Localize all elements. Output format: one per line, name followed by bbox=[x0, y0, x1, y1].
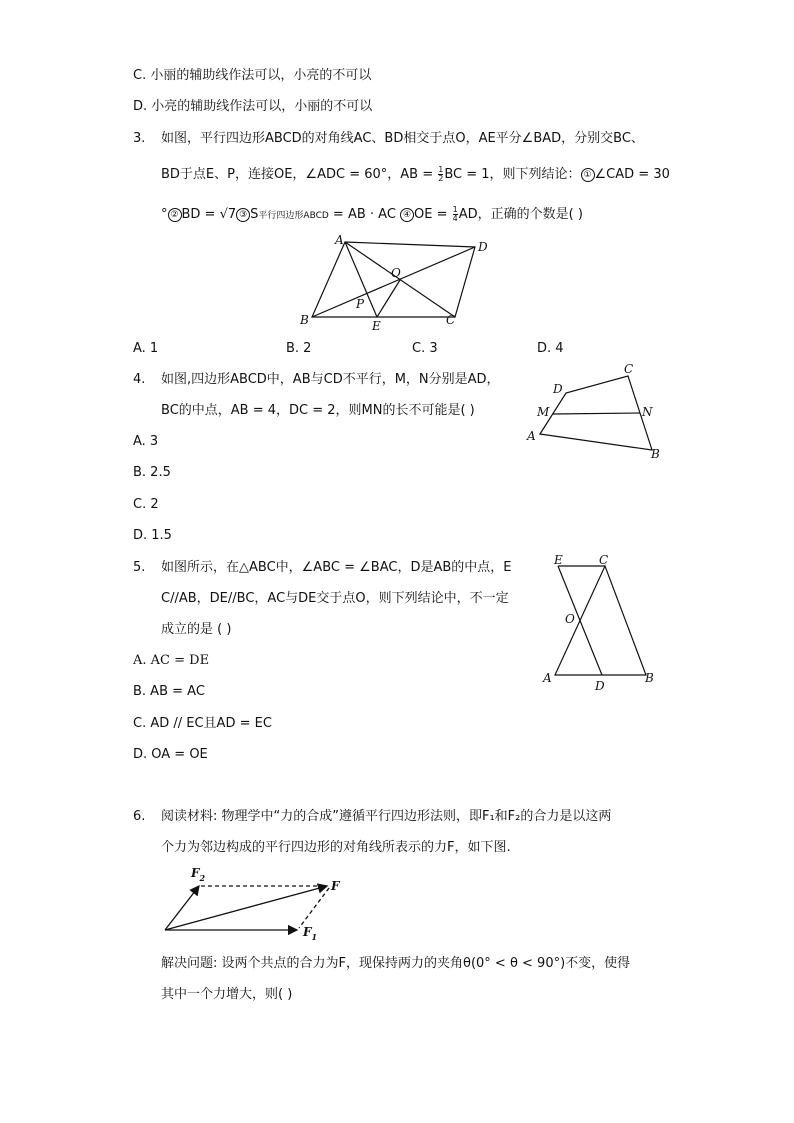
q3-label-e: E bbox=[372, 319, 381, 333]
q4-quadrilateral-figure bbox=[520, 358, 670, 466]
q3-diagonal-bd bbox=[312, 247, 475, 317]
q3-number: 3. bbox=[133, 131, 146, 146]
q3-option-a: A. 1 bbox=[133, 341, 159, 356]
q3-label-c: C bbox=[446, 313, 456, 327]
q3-parallelogram-figure bbox=[290, 232, 500, 337]
q5-option-a: A. AC = DE bbox=[133, 653, 210, 668]
q3-conclusion-3: = AB · AC bbox=[328, 207, 401, 222]
q3-line-1: 如图，平行四边形ABCD的对角线AC、BD相交于点O，AE平分∠BAD，分别交BC、 bbox=[161, 131, 644, 146]
q4-label-b: B bbox=[651, 447, 660, 461]
q5-line-3: 成立的是 ( ) bbox=[161, 622, 232, 637]
q2-option-c: C. 小丽的辅助线作法可以，小亮的不可以 bbox=[133, 68, 372, 83]
q5-line-1: 如图所示，在△ABC中，∠ABC = ∠BAC，D是AB的中点，E bbox=[161, 560, 512, 575]
q5-triangle-figure bbox=[538, 548, 663, 693]
q4-option-c: C. 2 bbox=[133, 497, 159, 512]
q3-option-b: B. 2 bbox=[286, 341, 312, 356]
q4-label-m: M bbox=[537, 405, 550, 419]
q6-line-2: 个力为邻边构成的平行四边形的对角线所表示的力F，如下图. bbox=[161, 840, 511, 855]
q3-conclusion-2: BD = √7 bbox=[181, 207, 237, 222]
q3-fraction-quarter: $\frac{1}{4}$ bbox=[452, 205, 458, 223]
q4-line-2: BC的中点，AB = 4，DC = 2，则MN的长不可能是( ) bbox=[161, 403, 475, 418]
q3-line-2-part-c: ∠CAD = 30 bbox=[594, 167, 670, 182]
q6-force-figure bbox=[155, 860, 355, 948]
q3-label-p: P bbox=[356, 297, 365, 311]
q3-fraction-half: $\frac{1}{2}$ bbox=[438, 165, 444, 183]
q4-label-d: D bbox=[553, 382, 563, 396]
q3-question-end: AD，正确的个数是( ) bbox=[458, 207, 583, 222]
q4-option-a: A. 3 bbox=[133, 434, 159, 449]
q4-label-c: C bbox=[624, 362, 634, 376]
q6-line-4: 其中一个力增大，则( ) bbox=[161, 987, 293, 1002]
q3-line-2-part-a: BD于点E、P，连接OE，∠ADC = 60°，AB = bbox=[161, 167, 438, 182]
q4-segment-mn bbox=[553, 413, 640, 414]
q3-area-symbol: S bbox=[250, 207, 259, 222]
q6-label-f: F bbox=[331, 879, 340, 893]
q4-label-n: N bbox=[642, 405, 653, 419]
q3-conclusion-4: OE = bbox=[414, 207, 452, 222]
q3-area-subscript: 平行四边形ABCD bbox=[258, 211, 329, 221]
q6-force-f2-arrow bbox=[165, 886, 199, 930]
q3-option-c: C. 3 bbox=[412, 341, 438, 356]
q6-label-f1: $F_1$ bbox=[303, 925, 318, 942]
q6-number: 6. bbox=[133, 809, 146, 824]
q3-line-3 bbox=[161, 206, 583, 223]
q3-degree: ° bbox=[161, 207, 168, 222]
q4-option-b: B. 2.5 bbox=[133, 465, 171, 480]
q5-number: 5. bbox=[133, 560, 146, 575]
q5-label-b: B bbox=[645, 671, 654, 685]
q6-line-3: 解决问题: 设两个共点的合力为F，现保持两力的夹角θ(0° < θ < 90°)不变，使得 bbox=[161, 956, 631, 971]
q6-dashed-right bbox=[299, 888, 329, 928]
q3-circled-4: ④ bbox=[400, 208, 414, 222]
q4-line-1: 如图,四边形ABCD中，AB与CD不平行，M，N分别是AD， bbox=[161, 372, 500, 387]
q5-label-o: O bbox=[565, 612, 575, 626]
q4-label-a: A bbox=[527, 429, 536, 443]
q3-circled-3: ③ bbox=[236, 208, 250, 222]
q6-label-f2: $F_2$ bbox=[191, 866, 206, 883]
q3-circled-1: ① bbox=[581, 168, 595, 182]
q3-label-b: B bbox=[300, 313, 309, 327]
q5-option-d: D. OA = OE bbox=[133, 747, 208, 762]
q3-label-d: D bbox=[478, 240, 488, 254]
q3-label-a: A bbox=[335, 233, 344, 247]
q4-option-d: D. 1.5 bbox=[133, 528, 172, 543]
q3-option-d: D. 4 bbox=[537, 341, 564, 356]
q3-segment-oe bbox=[377, 280, 400, 317]
q2-option-d: D. 小亮的辅助线作法可以，小丽的不可以 bbox=[133, 99, 373, 114]
q5-label-e: E bbox=[554, 553, 563, 567]
q3-line-2-part-b: BC = 1，则下列结论： bbox=[444, 167, 581, 182]
q5-label-a: A bbox=[543, 671, 552, 685]
q5-option-c: C. AD // EC且AD = EC bbox=[133, 716, 272, 731]
q4-number: 4. bbox=[133, 372, 146, 387]
q5-label-c: C bbox=[599, 553, 609, 567]
q3-line-2 bbox=[161, 166, 670, 183]
q3-label-o: O bbox=[391, 266, 401, 280]
q3-circled-2: ② bbox=[168, 208, 182, 222]
q5-label-d: D bbox=[595, 679, 605, 693]
q5-line-2: C//AB，DE//BC，AC与DE交于点O，则下列结论中，不一定 bbox=[161, 591, 509, 606]
q5-option-b: B. AB = AC bbox=[133, 684, 205, 699]
q6-line-1: 阅读材料: 物理学中“力的合成”遵循平行四边形法则，即F₁和F₂的合力是以这两 bbox=[161, 809, 612, 824]
